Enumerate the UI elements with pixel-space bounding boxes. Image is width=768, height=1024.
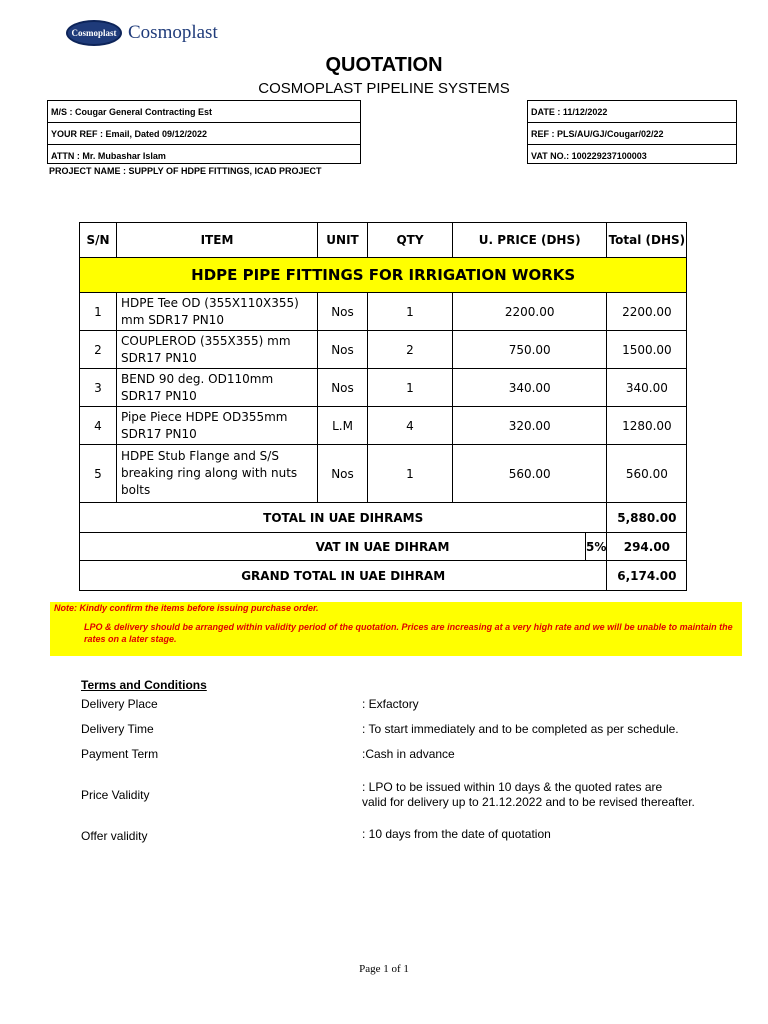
table-row [80, 331, 687, 369]
term-value: :Cash in advance [362, 747, 455, 761]
row-total: 1500.00 [607, 331, 687, 369]
row-unit: Nos [318, 369, 368, 407]
grand-total-value: 6,174.00 [607, 561, 687, 591]
header-item: ITEM [117, 223, 318, 258]
row-sn: 1 [80, 293, 117, 331]
row-item [117, 407, 318, 445]
table-row [80, 407, 687, 445]
row-item [117, 369, 318, 407]
note-line-2: LPO & delivery should be arranged within validity period of the quotation. Prices are increasing at a very high rate and we will be unable to maintain the rates on a later stage. [84, 622, 733, 644]
row-unit: Nos [318, 445, 368, 503]
vat-rate: 5% [586, 533, 607, 561]
vat-value: 294.00 [607, 533, 687, 561]
row-unit: Nos [318, 331, 368, 369]
row-total: 1280.00 [607, 407, 687, 445]
client-info-box [47, 100, 361, 164]
terms-heading: Terms and Conditions [81, 678, 207, 692]
row-sn: 3 [80, 369, 117, 407]
your-reference: YOUR REF : Email, Dated 09/12/2022 [48, 123, 360, 145]
document-title: QUOTATION [325, 54, 443, 76]
header-total: Total (DHS) [607, 223, 687, 258]
row-item [117, 331, 318, 369]
header-sn: S/N [80, 223, 117, 258]
section-banner: HDPE PIPE FITTINGS FOR IRRIGATION WORKS [80, 258, 687, 293]
row-qty: 1 [368, 293, 453, 331]
term-value: : 10 days from the date of quotation [362, 827, 551, 841]
row-total: 340.00 [607, 369, 687, 407]
term-label: Delivery Time [81, 722, 154, 736]
client-name: M/S : Cougar General Contracting Est [48, 101, 360, 123]
grand-total-label: GRAND TOTAL IN UAE DIHRAM [80, 561, 607, 591]
page-number: Page 1 of 1 [359, 963, 409, 975]
term-value: valid for delivery up to 21.12.2022 and to be revised thereafter. [362, 795, 695, 809]
row-unit-price: 320.00 [453, 407, 607, 445]
quotation-table [79, 222, 687, 591]
row-item-line: COUPLEROD (355X355) mm [121, 333, 291, 348]
document-subtitle: COSMOPLAST PIPELINE SYSTEMS [258, 80, 510, 97]
vat-label: VAT IN UAE DIHRAM [80, 533, 586, 561]
row-qty: 2 [368, 331, 453, 369]
row-unit: L.M [318, 407, 368, 445]
company-logo-badge [66, 20, 122, 46]
row-item [117, 293, 318, 331]
row-item-line: BEND 90 deg. OD110mm [121, 371, 274, 386]
term-value: : Exfactory [362, 697, 419, 711]
grand-total-row [80, 561, 687, 591]
row-total: 2200.00 [607, 293, 687, 331]
quote-date: DATE : 11/12/2022 [528, 101, 736, 123]
total-value: 5,880.00 [607, 503, 687, 533]
header-unit-price: U. PRICE (DHS) [453, 223, 607, 258]
row-item-line: SDR17 PN10 [121, 426, 197, 441]
row-qty: 1 [368, 369, 453, 407]
row-item-line: SDR17 PN10 [121, 350, 197, 365]
term-label: Delivery Place [81, 697, 158, 711]
term-label: Offer validity [81, 829, 148, 843]
header-qty: QTY [368, 223, 453, 258]
row-unit-price: 560.00 [453, 445, 607, 503]
row-unit: Nos [318, 293, 368, 331]
table-row [80, 445, 687, 503]
row-qty: 1 [368, 445, 453, 503]
note-box [50, 602, 742, 656]
row-sn: 5 [80, 445, 117, 503]
row-sn: 4 [80, 407, 117, 445]
row-unit-price: 750.00 [453, 331, 607, 369]
attention: ATTN : Mr. Mubashar Islam [51, 151, 166, 161]
total-label: TOTAL IN UAE DIHRAMS [80, 503, 607, 533]
section-banner-row [80, 258, 687, 293]
row-item [117, 445, 318, 503]
header-unit: UNIT [318, 223, 368, 258]
row-item-line: breaking ring along with nuts [121, 466, 298, 480]
table-header-row [80, 223, 687, 258]
row-item-line: SDR17 PN10 [121, 388, 197, 403]
total-row [80, 503, 687, 533]
vat-number: VAT NO.: 100229237100003 [531, 151, 647, 161]
row-item-line: HDPE Stub Flange and S/S [121, 449, 279, 463]
row-unit-price: 2200.00 [453, 293, 607, 331]
term-value: : To start immediately and to be completed as per schedule. [362, 722, 679, 736]
table-row [80, 293, 687, 331]
logo-badge-text: Cosmoplast [71, 28, 117, 38]
row-item-line: Pipe Piece HDPE OD355mm [121, 409, 288, 424]
note-line-1: Note: Kindly confirm the items before issuing purchase order. [54, 603, 319, 613]
vat-row [80, 533, 687, 561]
term-label: Price Validity [81, 788, 150, 802]
term-label: Payment Term [81, 747, 159, 761]
row-qty: 4 [368, 407, 453, 445]
quote-info-box [527, 100, 737, 164]
row-sn: 2 [80, 331, 117, 369]
project-name: PROJECT NAME : SUPPLY OF HDPE FITTINGS, ICAD PROJECT [49, 166, 322, 176]
row-unit-price: 340.00 [453, 369, 607, 407]
term-value: : LPO to be issued within 10 days & the quoted rates are [362, 780, 663, 794]
row-item-line: HDPE Tee OD (355X110X355) [121, 295, 299, 310]
quote-reference: REF : PLS/AU/GJ/Cougar/02/22 [528, 123, 736, 145]
row-item-line: mm SDR17 PN10 [121, 312, 224, 327]
row-total: 560.00 [607, 445, 687, 503]
row-item-line: bolts [121, 483, 151, 497]
table-row [80, 369, 687, 407]
company-logo-text: Cosmoplast [128, 22, 218, 43]
